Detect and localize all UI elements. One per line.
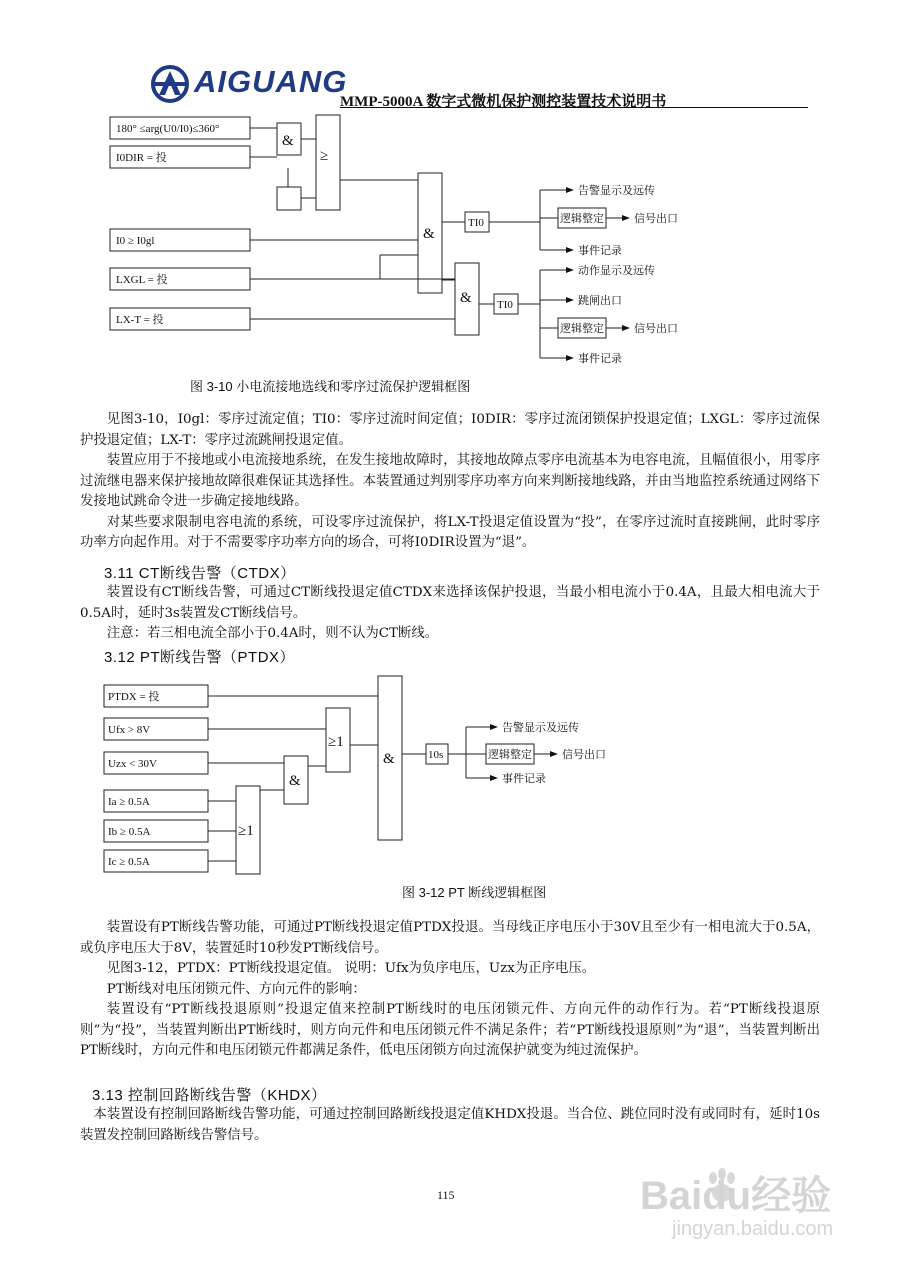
- input-label-i0dir: I0DIR = 投: [116, 152, 167, 164]
- output-signal-2: 信号出口: [634, 323, 678, 335]
- watermark-url: jingyan.baidu.com: [672, 1218, 834, 1240]
- figure-3-10-diagram: [100, 110, 700, 380]
- section-heading-3-12: 3.12 PT断线告警（PTDX）: [104, 649, 296, 666]
- or-aux-box: [277, 187, 301, 210]
- body-section-3-12: [80, 918, 820, 1062]
- paragraph: 本装置设有控制回路断线告警功能，可通过控制回路断线投退定值KHDX投退。当合位、跳位同时没有或同时有，延时10s装置发控制回路断线告警信号。: [80, 1107, 820, 1143]
- section-heading-3-13: 3.13 控制回路断线告警（KHDX）: [92, 1087, 327, 1104]
- section-heading-3-11: 3.11 CT断线告警（CTDX）: [104, 565, 296, 582]
- and-symbol-3: &: [460, 290, 472, 306]
- output-alarm: 告警显示及远传: [578, 185, 655, 197]
- body-section-3-11: [80, 583, 820, 645]
- paragraph: 注意：若三相电流全部小于0.4A时，则不认为CT断线。: [106, 626, 439, 641]
- or-symbol-top: ≥1: [328, 734, 344, 750]
- and-symbol-2: &: [423, 226, 435, 242]
- paragraph: PT断线对电压闭锁元件、方向元件的影响：: [106, 981, 366, 997]
- header: [150, 62, 820, 108]
- watermark: [640, 1162, 880, 1262]
- output-event-2: 事件记录: [578, 353, 622, 365]
- input-label-arg: 180° ≤arg(U0/I0)≤360°: [116, 123, 220, 135]
- header-rule: [340, 107, 808, 108]
- and-symbol-big: &: [383, 751, 395, 767]
- output-signal: 信号出口: [562, 749, 606, 761]
- output-event: 事件记录: [502, 773, 546, 785]
- input-label-ib: Ib ≥ 0.5A: [108, 826, 151, 838]
- timer-label: 10s: [428, 749, 444, 761]
- paragraph: 装置设有“PT断线投退原则”投退定值来控制PT断线时的电压闭锁元件、方向元件的动作行为。若“PT断线投退原则”为“投”，当装置判断出PT断线时，则方向元件和电压闭锁元件不满足条件；若“PT断线投退原则”为“退”，当装置判断出PT断线时，方向元件和电压闭锁元件都满足条件，低电压闭锁方向过流保护就变为纯过流保护。: [80, 1002, 820, 1058]
- input-label-ptdx: PTDX = 投: [108, 691, 160, 703]
- brand-logo-text: AIGUANG: [194, 64, 348, 99]
- company-logo-icon: [150, 64, 190, 104]
- and-symbol-1: &: [282, 133, 294, 149]
- input-label-ufx: Ufx > 8V: [108, 724, 151, 736]
- paragraph: 见图3-10，I0gl：零序过流定值；TI0：零序过流时间定值；I0DIR：零序过流闭锁保护投退定值；LXGL：零序过流保护投退定值；LX-T：零序过流跳闸投退定值。: [80, 412, 820, 448]
- output-event-1: 事件记录: [578, 245, 622, 257]
- page-number: 115: [437, 1188, 455, 1202]
- or-symbol-1: ≥: [320, 148, 329, 164]
- or-symbol-bottom: ≥1: [238, 823, 254, 839]
- body-section-3-13: [80, 1105, 820, 1146]
- figure-3-12-diagram: [100, 670, 620, 880]
- paragraph: 装置设有CT断线告警，可通过CT断线投退定值CTDX来选择该保护投退，当最小相电流小于0.4A，且最大相电流大于0.5A时，延时3s装置发CT断线信号。: [80, 585, 820, 621]
- input-label-lxgl: LXGL = 投: [116, 274, 168, 286]
- logic-label: 逻辑整定: [488, 749, 532, 761]
- logic-label-1: 逻辑整定: [560, 213, 604, 225]
- input-label-uzx: Uzx < 30V: [108, 758, 157, 770]
- paragraph: 见图3-12，PTDX：PT断线投退定值。 说明：Ufx为负序电压，Uzx为正序电压。: [106, 961, 596, 976]
- paragraph: 装置设有PT断线告警功能，可通过PT断线投退定值PTDX投退。当母线正序电压小于30V且至少有一相电流大于0.5A，或负序电压大于8V，装置延时10秒发PT断线信号。: [80, 920, 820, 956]
- document-title: MMP-5000A 数字式微机保护测控装置技术说明书: [340, 94, 667, 110]
- input-label-i0: I0 ≥ I0gl: [116, 235, 155, 247]
- body-section-1: [80, 410, 820, 554]
- and-symbol-mid: &: [289, 773, 301, 789]
- input-label-ic: Ic ≥ 0.5A: [108, 856, 150, 868]
- paragraph: 装置应用于不接地或小电流接地系统，在发生接地故障时，其接地故障点零序电流基本为电容电流，且幅值很小，用零序过流继电器来保护接地故障很难保证其选择性。本装置通过判别零序功率方向来判断接地线路，并由当地监控系统通过网络下发接地试跳命令进一步确定接地线路。: [80, 453, 820, 509]
- timer-label-1: TI0: [468, 217, 484, 229]
- watermark-brand: Baidu经验: [640, 1174, 832, 1218]
- output-signal-1: 信号出口: [634, 213, 678, 225]
- input-label-lxt: LX-T = 投: [116, 314, 164, 326]
- logic-label-2: 逻辑整定: [560, 323, 604, 335]
- output-action: 动作显示及远传: [578, 265, 655, 277]
- paragraph: 对某些要求限制电容电流的系统，可设零序过流保护，将LX-T投退定值设置为“投”，在零序过流时直接跳闸，此时零序功率方向起作用。对于不需要零序功率方向的场合，可将I0DIR设置为“退”。: [80, 514, 820, 550]
- output-alarm: 告警显示及远传: [502, 722, 579, 734]
- output-trip: 跳闸出口: [578, 295, 622, 307]
- figure-3-10-caption: 图 3-10 小电流接地选线和零序过流保护逻辑框图: [190, 379, 471, 394]
- timer-label-2: TI0: [497, 299, 513, 311]
- figure-3-12-caption: 图 3-12 PT 断线逻辑框图: [402, 885, 547, 900]
- input-label-ia: Ia ≥ 0.5A: [108, 796, 150, 808]
